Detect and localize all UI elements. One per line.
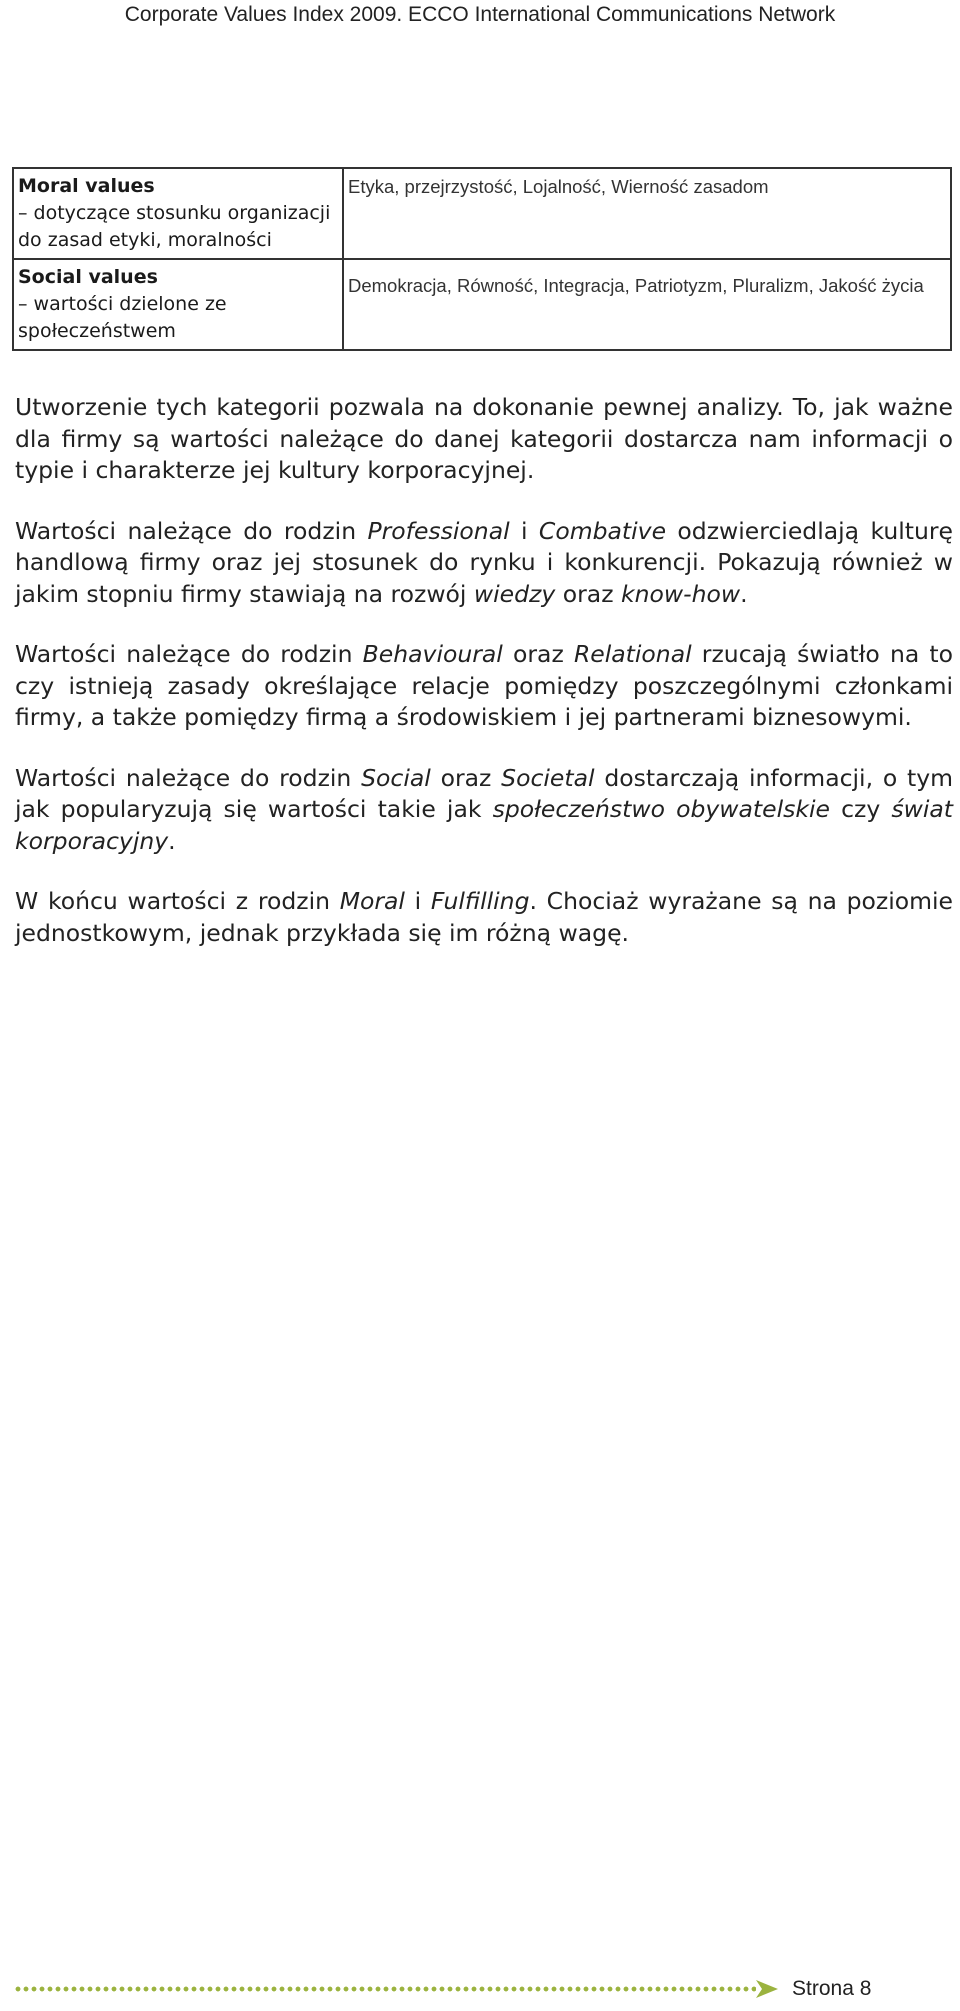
- text-run: oraz: [555, 579, 622, 608]
- emphasis: Behavioural: [362, 640, 503, 668]
- emphasis: świat korporacyjny: [15, 795, 953, 855]
- page-header: Corporate Values Index 2009. ECCO International Communications Network: [124, 3, 836, 26]
- text-run: odzwierciedlają kulturę handlową firmy oraz jej stosunek do rynku i konkurencji. Pokazują również w jakim stopniu firmy stawiają na rozwój: [15, 516, 953, 608]
- category-cell: [13, 259, 343, 350]
- text-run: .: [168, 826, 176, 855]
- emphasis: Professional: [367, 516, 510, 545]
- text-run: Wartości należące do rodzin: [15, 516, 368, 545]
- emphasis: Social: [361, 763, 431, 792]
- text-run: oraz: [430, 763, 502, 792]
- text-run: W końcu wartości z rodzin: [15, 887, 340, 915]
- values-list: Etyka, przejrzystość, Lojalność, Wierność zasadom: [348, 176, 769, 197]
- values-cell: [343, 259, 951, 350]
- table-row: [13, 168, 951, 259]
- emphasis: Relational: [573, 640, 692, 668]
- dotted-rule: [14, 1986, 756, 1992]
- text-run: rzucają światło na to czy istnieją zasady określające relacje pomiędzy poszczególnymi członkami firmy, a także pomiędzy firmą a środowiskiem i jej partnerami biznesowymi.: [15, 640, 954, 731]
- page-footer: [12, 1974, 952, 2004]
- text-run: czy: [829, 795, 892, 823]
- page-number: Strona 8: [792, 1977, 872, 2000]
- text-run: i: [509, 516, 539, 545]
- text-run: Wartości należące do rodzin: [15, 640, 363, 668]
- values-list: Demokracja, Równość, Integracja, Patriotyzm, Pluralizm, Jakość życia: [348, 275, 924, 296]
- category-cell: [13, 168, 343, 259]
- paragraph: [15, 886, 953, 949]
- emphasis: wiedzy: [473, 579, 556, 608]
- category-name: Social values: [18, 266, 158, 288]
- arrow-right-icon: [754, 1976, 780, 2002]
- emphasis: know-how: [621, 579, 741, 608]
- paragraph: [15, 516, 953, 611]
- body-text: [15, 392, 953, 978]
- paragraph: [15, 639, 953, 734]
- text-run: i: [404, 887, 431, 915]
- text-run: .: [740, 579, 748, 608]
- emphasis: Combative: [538, 516, 667, 545]
- text-run: Wartości należące do rodzin: [15, 763, 362, 792]
- emphasis: Societal: [501, 763, 595, 792]
- text-run: . Chociaż wyrażane są na poziomie jednostkowym, jednak przykłada się im różną wagę.: [15, 887, 953, 947]
- text-run: oraz: [502, 640, 574, 668]
- values-cell: [343, 168, 951, 259]
- emphasis: społeczeństwo obywatelskie: [492, 795, 830, 823]
- category-description: – dotyczące stosunku organizacji do zasad etyki, moralności: [18, 202, 331, 251]
- values-table: [12, 167, 952, 351]
- paragraph: [15, 763, 953, 858]
- category-description: – wartości dzielone ze społeczeństwem: [18, 293, 227, 342]
- category-name: Moral values: [18, 175, 155, 197]
- emphasis: Moral: [339, 887, 405, 915]
- emphasis: Fulfilling: [430, 887, 530, 915]
- paragraph: Utworzenie tych kategorii pozwala na dokonanie pewnej analizy. To, jak ważne dla firmy są wartości należące do danej kategorii dostarcza nam informacji o typie i charakterze jej kultury korporacyjnej.: [15, 393, 953, 484]
- table-row: [13, 259, 951, 350]
- text-run: dostarczają informacji, o tym jak popularyzują się wartości takie jak: [15, 763, 954, 823]
